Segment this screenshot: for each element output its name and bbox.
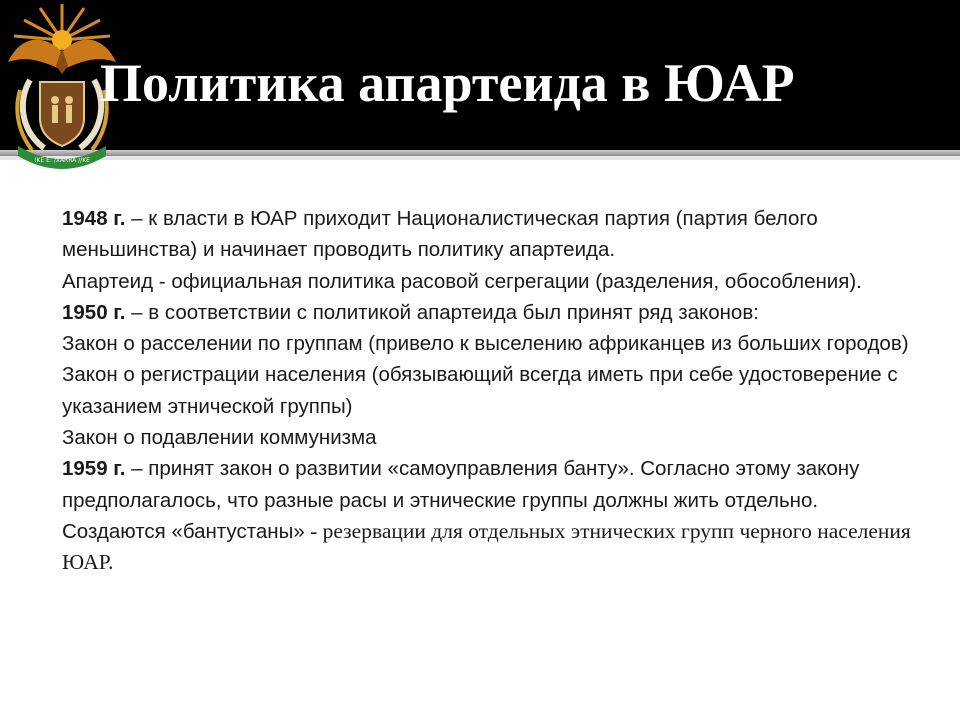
text-1959: – принят закон о развитии «самоуправления банту». Согласно этому закону предполагалось, что разные расы и этнические группы должны жить отдельно. Создаются «бантустаны» <box>62 457 860 543</box>
emblem-motto: !KE E: /XARRA //KE <box>34 157 90 164</box>
text-1948: – к власти в ЮАР приходит Националистическая партия (партия белого меньшинства) и начинает проводить политику апартеида. <box>62 207 818 262</box>
paragraph-apartheid-definition: Апартеид - официальная политика расовой сегрегации (разделения, обособления). <box>62 269 862 293</box>
text-1959-reservations: - резервации для отдельных этнических групп черного населения ЮАР. <box>62 518 911 575</box>
paragraph-1950 <box>62 297 922 328</box>
slide-body <box>62 203 922 579</box>
paragraph-1948 <box>62 203 922 266</box>
title-divider-highlight <box>0 156 960 160</box>
law-group-areas: Закон о расселении по группам (привело к выселению африканцев из больших городов) <box>62 332 909 356</box>
text-1950: – в соответствии с политикой апартеида был принят ряд законов: <box>125 300 759 324</box>
paragraph-1959 <box>62 453 922 578</box>
year-1959: 1959 г. <box>62 457 126 481</box>
year-1948: 1948 г. <box>62 207 126 230</box>
slide-title: Политика апартеида в ЮАР <box>100 53 795 113</box>
law-suppression-communism: Закон о подавлении коммунизма <box>62 426 377 450</box>
law-population-registration: Закон о регистрации населения (обязывающий всегда иметь при себе удостоверение с указанием этнической группы) <box>62 363 898 418</box>
year-1950: 1950 г. <box>62 300 126 324</box>
